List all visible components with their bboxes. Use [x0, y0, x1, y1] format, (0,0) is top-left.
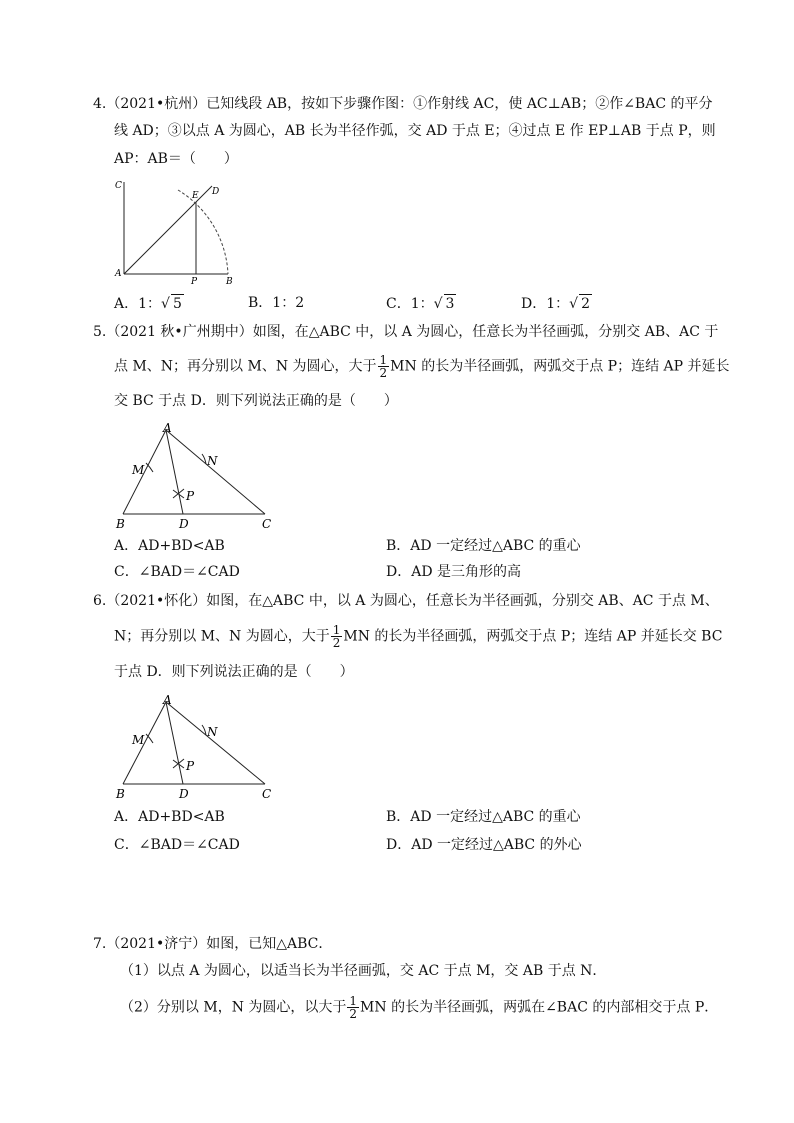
q5-text-line3: 交 BC 于点 D．则下列说法正确的是（ ） [114, 393, 398, 409]
label-e: E [192, 191, 199, 201]
q6-line2-end: MN 的长为半径画弧，两弧交于点 P；连结 AP 并延长交 BC [343, 628, 723, 645]
label-b: B [116, 517, 125, 530]
fraction-half [347, 995, 359, 1020]
label-b: B [116, 787, 125, 801]
q5-option-b[interactable]: B．AD 一定经过△ABC 的重心 [386, 538, 581, 554]
q4-option-d[interactable] [521, 294, 592, 313]
side-ab [123, 430, 166, 514]
q5-text-line2 [114, 354, 730, 379]
q4-option-a[interactable] [114, 294, 184, 313]
fraction-denominator: 2 [379, 366, 388, 380]
option-d-text: D．1： [521, 296, 570, 312]
label-p: P [186, 489, 195, 503]
bisector-ad [124, 186, 212, 274]
label-b: B [226, 277, 233, 287]
q4-text-line2: 线 AD；③以点 A 为圆心，AB 长为半径作弧，交 AD 于点 E；④过点 E 作 EP⊥AB 于点 P，则 [114, 123, 716, 139]
q6-option-c[interactable]: C．∠BAD＝∠CAD [114, 837, 240, 853]
label-p: P [186, 759, 195, 773]
label-d: D [212, 187, 220, 197]
option-a-text: A．1： [114, 296, 162, 312]
fraction-numerator: 1 [332, 623, 341, 637]
q4-text-line3: AP：AB＝（ ） [114, 151, 238, 167]
side-ab [123, 702, 166, 784]
q5-line2-start: 点 M、N；再分别以 M、N 为圆心，大于 [114, 358, 377, 375]
q5-text-line1: 5.（2021 秋•广州期中）如图，在△ABC 中，以 A 为圆心，任意长为半径画弧，分别交 AB、AC 于 [93, 324, 719, 340]
q7-text-line1: 7.（2021•济宁）如图，已知△ABC． [93, 936, 333, 952]
label-c: C [262, 787, 272, 801]
q6-text-line2 [114, 624, 722, 649]
label-m: M [132, 733, 145, 747]
sqrt-symbol: √ [433, 296, 443, 312]
q7-text-line3 [120, 995, 718, 1020]
radicand: 5 [172, 296, 182, 312]
label-d: D [179, 787, 189, 801]
q7-line3-end: MN 的长为半径画弧，两弧在∠BAC 的内部相交于点 P． [360, 999, 719, 1016]
q6-figure [110, 690, 280, 802]
sqrt-symbol: √ [161, 296, 170, 312]
q5-option-d[interactable]: D．AD 是三角形的高 [386, 564, 522, 580]
label-p: P [191, 277, 198, 287]
label-a: A [163, 421, 172, 435]
q4-option-b[interactable]: B．1：2 [248, 295, 305, 311]
q5-option-c[interactable]: C．∠BAD＝∠CAD [114, 564, 240, 580]
arc-from-a [178, 190, 228, 274]
label-a: A [163, 693, 172, 707]
fraction-denominator: 2 [332, 636, 341, 650]
label-n: N [207, 725, 218, 739]
fraction-half [331, 624, 343, 649]
q6-text-line1: 6.（2021•怀化）如图，在△ABC 中，以 A 为圆心，任意长为半径画弧，分别交 AB、AC 于点 M、 [93, 593, 719, 609]
fraction-numerator: 1 [349, 994, 358, 1008]
q5-line2-end: MN 的长为半径画弧，两弧交于点 P；连结 AP 并延长 [390, 358, 730, 375]
fraction-half [378, 354, 390, 379]
q4-figure [110, 178, 240, 288]
q6-option-b[interactable]: B．AD 一定经过△ABC 的重心 [386, 809, 581, 825]
radicand: 2 [581, 296, 590, 312]
q7-line3-start: （2）分别以 M，N 为圆心，以大于 [120, 999, 347, 1016]
q6-option-d[interactable]: D．AD 一定经过△ABC 的外心 [386, 837, 582, 853]
label-n: N [207, 454, 218, 468]
q4-option-c[interactable] [386, 294, 456, 313]
label-m: M [132, 463, 145, 477]
fraction-denominator: 2 [349, 1007, 358, 1021]
label-a: A [115, 269, 122, 279]
q5-option-a[interactable]: A．AD+BD<AB [114, 538, 225, 554]
q5-figure [110, 418, 280, 530]
q7-text-line2: （1）以点 A 为圆心，以适当长为半径画弧，交 AC 于点 M，交 AB 于点 N． [120, 963, 607, 979]
q6-text-line3: 于点 D．则下列说法正确的是（ ） [114, 664, 354, 680]
radicand: 3 [445, 296, 455, 312]
q6-option-a[interactable]: A．AD+BD<AB [114, 809, 225, 825]
label-c: C [115, 181, 122, 191]
q4-text-line1: 4.（2021•杭州）已知线段 AB，按如下步骤作图：①作射线 AC，使 AC⊥AB；②作∠BAC 的平分 [93, 96, 713, 112]
label-c: C [262, 517, 272, 530]
option-c-text: C．1： [386, 296, 434, 312]
q6-line2-start: N；再分别以 M、N 为圆心，大于 [114, 628, 330, 645]
sqrt-symbol: √ [569, 296, 579, 312]
fraction-numerator: 1 [379, 353, 388, 367]
label-d: D [179, 517, 189, 530]
